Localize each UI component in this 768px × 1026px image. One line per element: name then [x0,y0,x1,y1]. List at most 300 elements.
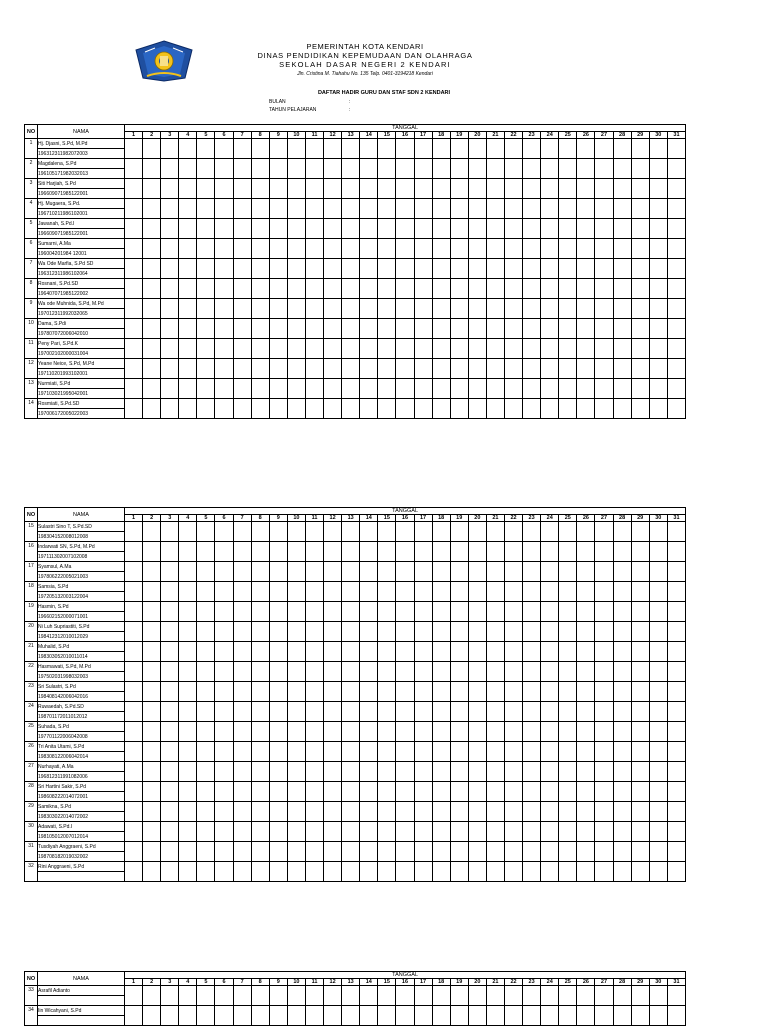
attendance-cell[interactable] [197,782,215,802]
attendance-cell[interactable] [523,562,541,582]
attendance-cell[interactable] [559,742,577,762]
attendance-cell[interactable] [360,602,378,622]
attendance-cell[interactable] [305,399,323,419]
attendance-cell[interactable] [667,1006,685,1026]
attendance-cell[interactable] [486,842,504,862]
attendance-cell[interactable] [450,782,468,802]
attendance-cell[interactable] [486,662,504,682]
attendance-cell[interactable] [667,239,685,259]
attendance-cell[interactable] [143,299,161,319]
attendance-cell[interactable] [523,179,541,199]
attendance-cell[interactable] [396,642,414,662]
attendance-cell[interactable] [559,339,577,359]
attendance-cell[interactable] [631,1006,649,1026]
attendance-cell[interactable] [342,622,360,642]
attendance-cell[interactable] [269,339,287,359]
attendance-cell[interactable] [287,702,305,722]
attendance-cell[interactable] [360,562,378,582]
attendance-cell[interactable] [125,239,143,259]
attendance-cell[interactable] [486,522,504,542]
attendance-cell[interactable] [523,862,541,882]
attendance-cell[interactable] [613,702,631,722]
attendance-cell[interactable] [468,742,486,762]
attendance-cell[interactable] [631,782,649,802]
attendance-cell[interactable] [251,319,269,339]
attendance-cell[interactable] [215,782,233,802]
attendance-cell[interactable] [559,762,577,782]
attendance-cell[interactable] [414,1006,432,1026]
attendance-cell[interactable] [613,782,631,802]
attendance-cell[interactable] [125,762,143,782]
attendance-cell[interactable] [161,662,179,682]
attendance-cell[interactable] [396,159,414,179]
attendance-cell[interactable] [649,642,667,662]
attendance-cell[interactable] [631,299,649,319]
attendance-cell[interactable] [287,139,305,159]
attendance-cell[interactable] [577,159,595,179]
attendance-cell[interactable] [161,682,179,702]
attendance-cell[interactable] [667,159,685,179]
attendance-cell[interactable] [215,339,233,359]
attendance-cell[interactable] [396,1006,414,1026]
attendance-cell[interactable] [378,542,396,562]
attendance-cell[interactable] [161,762,179,782]
attendance-cell[interactable] [486,602,504,622]
attendance-cell[interactable] [324,379,342,399]
attendance-cell[interactable] [269,279,287,299]
attendance-cell[interactable] [577,662,595,682]
attendance-cell[interactable] [179,742,197,762]
attendance-cell[interactable] [125,702,143,722]
attendance-cell[interactable] [197,299,215,319]
attendance-cell[interactable] [450,862,468,882]
attendance-cell[interactable] [161,822,179,842]
attendance-cell[interactable] [143,762,161,782]
attendance-cell[interactable] [342,702,360,722]
attendance-cell[interactable] [251,782,269,802]
attendance-cell[interactable] [577,399,595,419]
attendance-cell[interactable] [197,722,215,742]
attendance-cell[interactable] [251,279,269,299]
attendance-cell[interactable] [161,742,179,762]
attendance-cell[interactable] [269,762,287,782]
attendance-cell[interactable] [251,822,269,842]
attendance-cell[interactable] [143,379,161,399]
attendance-cell[interactable] [649,379,667,399]
attendance-cell[interactable] [468,219,486,239]
attendance-cell[interactable] [342,259,360,279]
attendance-cell[interactable] [287,722,305,742]
attendance-cell[interactable] [432,722,450,742]
attendance-cell[interactable] [541,319,559,339]
attendance-cell[interactable] [197,339,215,359]
attendance-cell[interactable] [523,986,541,1006]
attendance-cell[interactable] [360,159,378,179]
attendance-cell[interactable] [486,762,504,782]
attendance-cell[interactable] [324,822,342,842]
attendance-cell[interactable] [269,239,287,259]
attendance-cell[interactable] [197,359,215,379]
attendance-cell[interactable] [450,582,468,602]
attendance-cell[interactable] [179,339,197,359]
attendance-cell[interactable] [378,179,396,199]
attendance-cell[interactable] [504,822,522,842]
attendance-cell[interactable] [396,542,414,562]
attendance-cell[interactable] [324,1006,342,1026]
attendance-cell[interactable] [450,822,468,842]
attendance-cell[interactable] [559,862,577,882]
attendance-cell[interactable] [504,702,522,722]
attendance-cell[interactable] [233,379,251,399]
attendance-cell[interactable] [251,582,269,602]
attendance-cell[interactable] [305,339,323,359]
attendance-cell[interactable] [450,662,468,682]
attendance-cell[interactable] [595,862,613,882]
attendance-cell[interactable] [523,782,541,802]
attendance-cell[interactable] [432,602,450,622]
attendance-cell[interactable] [378,986,396,1006]
attendance-cell[interactable] [504,742,522,762]
attendance-cell[interactable] [179,986,197,1006]
attendance-cell[interactable] [287,842,305,862]
attendance-cell[interactable] [504,602,522,622]
attendance-cell[interactable] [414,802,432,822]
attendance-cell[interactable] [559,379,577,399]
attendance-cell[interactable] [378,219,396,239]
attendance-cell[interactable] [251,339,269,359]
attendance-cell[interactable] [360,522,378,542]
attendance-cell[interactable] [269,822,287,842]
attendance-cell[interactable] [613,622,631,642]
attendance-cell[interactable] [559,702,577,722]
attendance-cell[interactable] [486,259,504,279]
attendance-cell[interactable] [523,359,541,379]
attendance-cell[interactable] [233,279,251,299]
attendance-cell[interactable] [161,159,179,179]
attendance-cell[interactable] [541,986,559,1006]
attendance-cell[interactable] [251,722,269,742]
attendance-cell[interactable] [631,622,649,642]
attendance-cell[interactable] [595,602,613,622]
attendance-cell[interactable] [143,622,161,642]
attendance-cell[interactable] [215,582,233,602]
attendance-cell[interactable] [143,1006,161,1026]
attendance-cell[interactable] [414,139,432,159]
attendance-cell[interactable] [504,359,522,379]
attendance-cell[interactable] [468,842,486,862]
attendance-cell[interactable] [595,702,613,722]
attendance-cell[interactable] [468,1006,486,1026]
attendance-cell[interactable] [486,782,504,802]
attendance-cell[interactable] [468,722,486,742]
attendance-cell[interactable] [450,622,468,642]
attendance-cell[interactable] [251,1006,269,1026]
attendance-cell[interactable] [631,199,649,219]
attendance-cell[interactable] [450,722,468,742]
attendance-cell[interactable] [559,642,577,662]
attendance-cell[interactable] [559,359,577,379]
attendance-cell[interactable] [125,662,143,682]
attendance-cell[interactable] [577,542,595,562]
attendance-cell[interactable] [450,562,468,582]
attendance-cell[interactable] [305,662,323,682]
attendance-cell[interactable] [342,299,360,319]
attendance-cell[interactable] [468,986,486,1006]
attendance-cell[interactable] [432,399,450,419]
attendance-cell[interactable] [305,219,323,239]
attendance-cell[interactable] [631,259,649,279]
attendance-cell[interactable] [305,762,323,782]
attendance-cell[interactable] [450,702,468,722]
attendance-cell[interactable] [305,542,323,562]
attendance-cell[interactable] [197,762,215,782]
attendance-cell[interactable] [287,602,305,622]
attendance-cell[interactable] [577,862,595,882]
attendance-cell[interactable] [378,722,396,742]
attendance-cell[interactable] [577,582,595,602]
attendance-cell[interactable] [360,1006,378,1026]
attendance-cell[interactable] [269,359,287,379]
attendance-cell[interactable] [324,986,342,1006]
attendance-cell[interactable] [179,782,197,802]
attendance-cell[interactable] [631,139,649,159]
attendance-cell[interactable] [649,802,667,822]
attendance-cell[interactable] [432,702,450,722]
attendance-cell[interactable] [269,1006,287,1026]
attendance-cell[interactable] [324,802,342,822]
attendance-cell[interactable] [613,802,631,822]
attendance-cell[interactable] [523,542,541,562]
attendance-cell[interactable] [324,139,342,159]
attendance-cell[interactable] [143,782,161,802]
attendance-cell[interactable] [378,199,396,219]
attendance-cell[interactable] [577,622,595,642]
attendance-cell[interactable] [305,622,323,642]
attendance-cell[interactable] [396,822,414,842]
attendance-cell[interactable] [324,742,342,762]
attendance-cell[interactable] [613,986,631,1006]
attendance-cell[interactable] [649,782,667,802]
attendance-cell[interactable] [269,219,287,239]
attendance-cell[interactable] [613,842,631,862]
attendance-cell[interactable] [233,642,251,662]
attendance-cell[interactable] [486,722,504,742]
attendance-cell[interactable] [414,642,432,662]
attendance-cell[interactable] [450,319,468,339]
attendance-cell[interactable] [523,702,541,722]
attendance-cell[interactable] [541,822,559,842]
attendance-cell[interactable] [396,339,414,359]
attendance-cell[interactable] [504,219,522,239]
attendance-cell[interactable] [468,702,486,722]
attendance-cell[interactable] [360,542,378,562]
attendance-cell[interactable] [396,802,414,822]
attendance-cell[interactable] [504,986,522,1006]
attendance-cell[interactable] [523,339,541,359]
attendance-cell[interactable] [324,259,342,279]
attendance-cell[interactable] [450,279,468,299]
attendance-cell[interactable] [378,359,396,379]
attendance-cell[interactable] [233,319,251,339]
attendance-cell[interactable] [577,219,595,239]
attendance-cell[interactable] [595,782,613,802]
attendance-cell[interactable] [541,762,559,782]
attendance-cell[interactable] [378,522,396,542]
attendance-cell[interactable] [125,1006,143,1026]
attendance-cell[interactable] [269,562,287,582]
attendance-cell[interactable] [179,682,197,702]
attendance-cell[interactable] [667,179,685,199]
attendance-cell[interactable] [432,279,450,299]
attendance-cell[interactable] [251,159,269,179]
attendance-cell[interactable] [541,259,559,279]
attendance-cell[interactable] [233,862,251,882]
attendance-cell[interactable] [667,986,685,1006]
attendance-cell[interactable] [360,702,378,722]
attendance-cell[interactable] [233,602,251,622]
attendance-cell[interactable] [504,582,522,602]
attendance-cell[interactable] [559,842,577,862]
attendance-cell[interactable] [269,842,287,862]
attendance-cell[interactable] [396,742,414,762]
attendance-cell[interactable] [667,199,685,219]
attendance-cell[interactable] [324,339,342,359]
attendance-cell[interactable] [342,159,360,179]
attendance-cell[interactable] [559,722,577,742]
attendance-cell[interactable] [324,702,342,722]
attendance-cell[interactable] [541,742,559,762]
attendance-cell[interactable] [143,642,161,662]
attendance-cell[interactable] [450,762,468,782]
attendance-cell[interactable] [125,742,143,762]
attendance-cell[interactable] [468,782,486,802]
attendance-cell[interactable] [468,339,486,359]
attendance-cell[interactable] [125,802,143,822]
attendance-cell[interactable] [577,782,595,802]
attendance-cell[interactable] [541,802,559,822]
attendance-cell[interactable] [414,179,432,199]
attendance-cell[interactable] [595,139,613,159]
attendance-cell[interactable] [541,159,559,179]
attendance-cell[interactable] [649,299,667,319]
attendance-cell[interactable] [233,722,251,742]
attendance-cell[interactable] [613,762,631,782]
attendance-cell[interactable] [504,662,522,682]
attendance-cell[interactable] [197,239,215,259]
attendance-cell[interactable] [613,319,631,339]
attendance-cell[interactable] [215,399,233,419]
attendance-cell[interactable] [667,742,685,762]
attendance-cell[interactable] [233,562,251,582]
attendance-cell[interactable] [631,399,649,419]
attendance-cell[interactable] [378,682,396,702]
attendance-cell[interactable] [631,339,649,359]
attendance-cell[interactable] [541,199,559,219]
attendance-cell[interactable] [161,842,179,862]
attendance-cell[interactable] [559,682,577,702]
attendance-cell[interactable] [649,259,667,279]
attendance-cell[interactable] [161,562,179,582]
attendance-cell[interactable] [197,602,215,622]
attendance-cell[interactable] [305,842,323,862]
attendance-cell[interactable] [324,199,342,219]
attendance-cell[interactable] [179,622,197,642]
attendance-cell[interactable] [396,179,414,199]
attendance-cell[interactable] [360,299,378,319]
attendance-cell[interactable] [125,722,143,742]
attendance-cell[interactable] [631,702,649,722]
attendance-cell[interactable] [179,862,197,882]
attendance-cell[interactable] [251,742,269,762]
attendance-cell[interactable] [251,702,269,722]
attendance-cell[interactable] [287,682,305,702]
attendance-cell[interactable] [143,259,161,279]
attendance-cell[interactable] [324,219,342,239]
attendance-cell[interactable] [541,239,559,259]
attendance-cell[interactable] [631,522,649,542]
attendance-cell[interactable] [251,379,269,399]
attendance-cell[interactable] [125,986,143,1006]
attendance-cell[interactable] [523,379,541,399]
attendance-cell[interactable] [179,722,197,742]
attendance-cell[interactable] [215,199,233,219]
attendance-cell[interactable] [649,582,667,602]
attendance-cell[interactable] [251,762,269,782]
attendance-cell[interactable] [450,1006,468,1026]
attendance-cell[interactable] [215,542,233,562]
attendance-cell[interactable] [468,159,486,179]
attendance-cell[interactable] [414,279,432,299]
attendance-cell[interactable] [450,159,468,179]
attendance-cell[interactable] [125,582,143,602]
attendance-cell[interactable] [143,239,161,259]
attendance-cell[interactable] [559,299,577,319]
attendance-cell[interactable] [125,542,143,562]
attendance-cell[interactable] [161,299,179,319]
attendance-cell[interactable] [414,822,432,842]
attendance-cell[interactable] [559,582,577,602]
attendance-cell[interactable] [414,762,432,782]
attendance-cell[interactable] [179,542,197,562]
attendance-cell[interactable] [450,299,468,319]
attendance-cell[interactable] [125,219,143,239]
attendance-cell[interactable] [432,582,450,602]
attendance-cell[interactable] [468,642,486,662]
attendance-cell[interactable] [305,379,323,399]
attendance-cell[interactable] [631,239,649,259]
attendance-cell[interactable] [305,582,323,602]
attendance-cell[interactable] [342,842,360,862]
attendance-cell[interactable] [414,842,432,862]
attendance-cell[interactable] [450,802,468,822]
attendance-cell[interactable] [559,239,577,259]
attendance-cell[interactable] [631,822,649,842]
attendance-cell[interactable] [432,742,450,762]
attendance-cell[interactable] [269,319,287,339]
attendance-cell[interactable] [360,642,378,662]
attendance-cell[interactable] [324,159,342,179]
attendance-cell[interactable] [143,199,161,219]
attendance-cell[interactable] [269,782,287,802]
attendance-cell[interactable] [667,642,685,662]
attendance-cell[interactable] [613,542,631,562]
attendance-cell[interactable] [595,822,613,842]
attendance-cell[interactable] [269,662,287,682]
attendance-cell[interactable] [360,842,378,862]
attendance-cell[interactable] [667,359,685,379]
attendance-cell[interactable] [577,199,595,219]
attendance-cell[interactable] [414,622,432,642]
